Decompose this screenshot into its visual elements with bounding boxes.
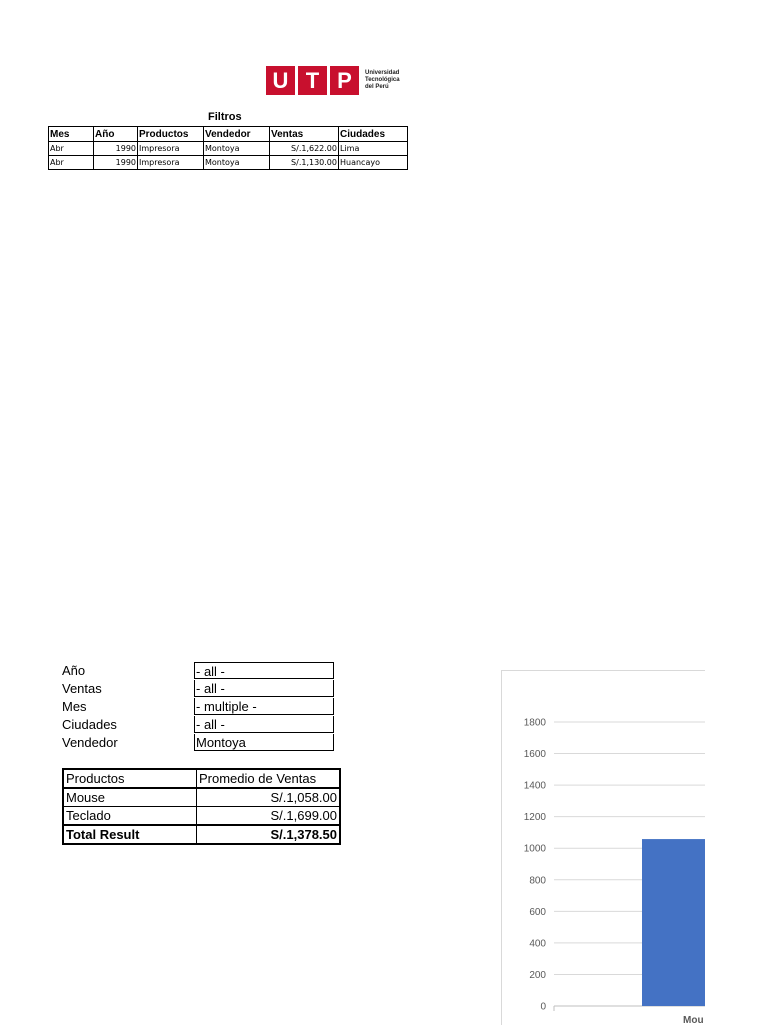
filter-dropdown-ano[interactable]: - all - <box>194 662 334 679</box>
table-cell: S/.1,130.00 <box>270 156 339 170</box>
filter-dropdown-mes[interactable]: - multiple - <box>194 698 334 715</box>
y-tick-label: 800 <box>529 875 546 887</box>
table-cell: S/.1,622.00 <box>270 142 339 156</box>
column-header: Ventas <box>270 127 339 142</box>
table-cell: Impresora <box>138 156 204 170</box>
table-cell: Huancayo <box>339 156 408 170</box>
filter-dropdown-ventas[interactable]: - all - <box>194 680 334 697</box>
y-tick-label: 0 <box>540 1001 546 1013</box>
logo-letter-u: U <box>272 67 289 93</box>
logo-text-line: del Perú <box>365 83 389 90</box>
table-cell: Montoya <box>204 142 270 156</box>
pivot-header-promedio: Promedio de Ventas <box>197 769 341 788</box>
logo-letter-p: P <box>337 67 352 93</box>
y-tick-label: 1800 <box>523 717 546 729</box>
filter-row-ventas <box>62 679 334 697</box>
pivot-header-productos[interactable]: Productos <box>63 769 197 788</box>
column-header: Vendedor <box>204 127 270 142</box>
filter-row-ciudades <box>62 715 334 733</box>
filter-row-vendedor <box>62 733 334 751</box>
column-header: Productos <box>138 127 204 142</box>
filter-dropdown-ciudades[interactable]: - all - <box>194 716 334 733</box>
filtros-title: Filtros <box>208 111 242 123</box>
filter-label: Ciudades <box>62 716 117 732</box>
total-label: Total Result <box>63 825 197 844</box>
table-cell: Impresora <box>138 142 204 156</box>
filter-row-ano <box>62 661 334 679</box>
table-cell: Abr <box>49 156 94 170</box>
chart-canvas <box>502 671 705 1025</box>
table-cell: Teclado <box>63 807 197 826</box>
table-cell: Montoya <box>204 156 270 170</box>
table-cell: Lima <box>339 142 408 156</box>
y-tick-label: 600 <box>529 906 546 918</box>
pivot-filter-panel <box>62 661 334 751</box>
y-tick-label: 1200 <box>523 812 546 824</box>
table-row <box>63 807 340 826</box>
column-header: Mes <box>49 127 94 142</box>
table-cell: S/.1,058.00 <box>197 788 341 807</box>
table-header-row <box>49 127 408 142</box>
logo-text-line: Universidad <box>365 69 400 76</box>
logo-letter-t: T <box>305 67 320 93</box>
utp-logo <box>266 64 406 96</box>
table-row <box>63 788 340 807</box>
pivot-table <box>62 768 341 845</box>
y-tick-label: 400 <box>529 938 546 950</box>
table-header-row <box>63 769 340 788</box>
table-row <box>49 142 408 156</box>
y-tick-label: 1000 <box>523 843 546 855</box>
table-cell: Abr <box>49 142 94 156</box>
y-tick-label: 200 <box>529 969 546 981</box>
bar-mouse[interactable] <box>642 839 705 1006</box>
y-tick-label: 1600 <box>523 749 546 761</box>
filtros-table <box>48 126 408 170</box>
table-cell: 1990 <box>94 142 138 156</box>
y-tick-label: 1400 <box>523 780 546 792</box>
table-cell: S/.1,699.00 <box>197 807 341 826</box>
filter-label: Ventas <box>62 680 102 696</box>
table-cell: Mouse <box>63 788 197 807</box>
x-category-label: Mou <box>683 1015 704 1025</box>
table-row <box>49 156 408 170</box>
column-header: Ciudades <box>339 127 408 142</box>
filter-label: Año <box>62 662 86 678</box>
filter-label: Mes <box>62 698 87 714</box>
logo-mark <box>266 66 359 95</box>
total-row <box>63 825 340 844</box>
table-cell: 1990 <box>94 156 138 170</box>
column-header: Año <box>94 127 138 142</box>
logo-text-line: Tecnológica <box>365 76 400 83</box>
total-value: S/.1,378.50 <box>197 825 341 844</box>
filter-row-mes <box>62 697 334 715</box>
logo-text <box>365 70 400 91</box>
filter-label: Vendedor <box>62 734 118 750</box>
bar-chart[interactable] <box>501 670 705 1025</box>
filter-dropdown-vendedor[interactable]: Montoya <box>194 734 334 751</box>
